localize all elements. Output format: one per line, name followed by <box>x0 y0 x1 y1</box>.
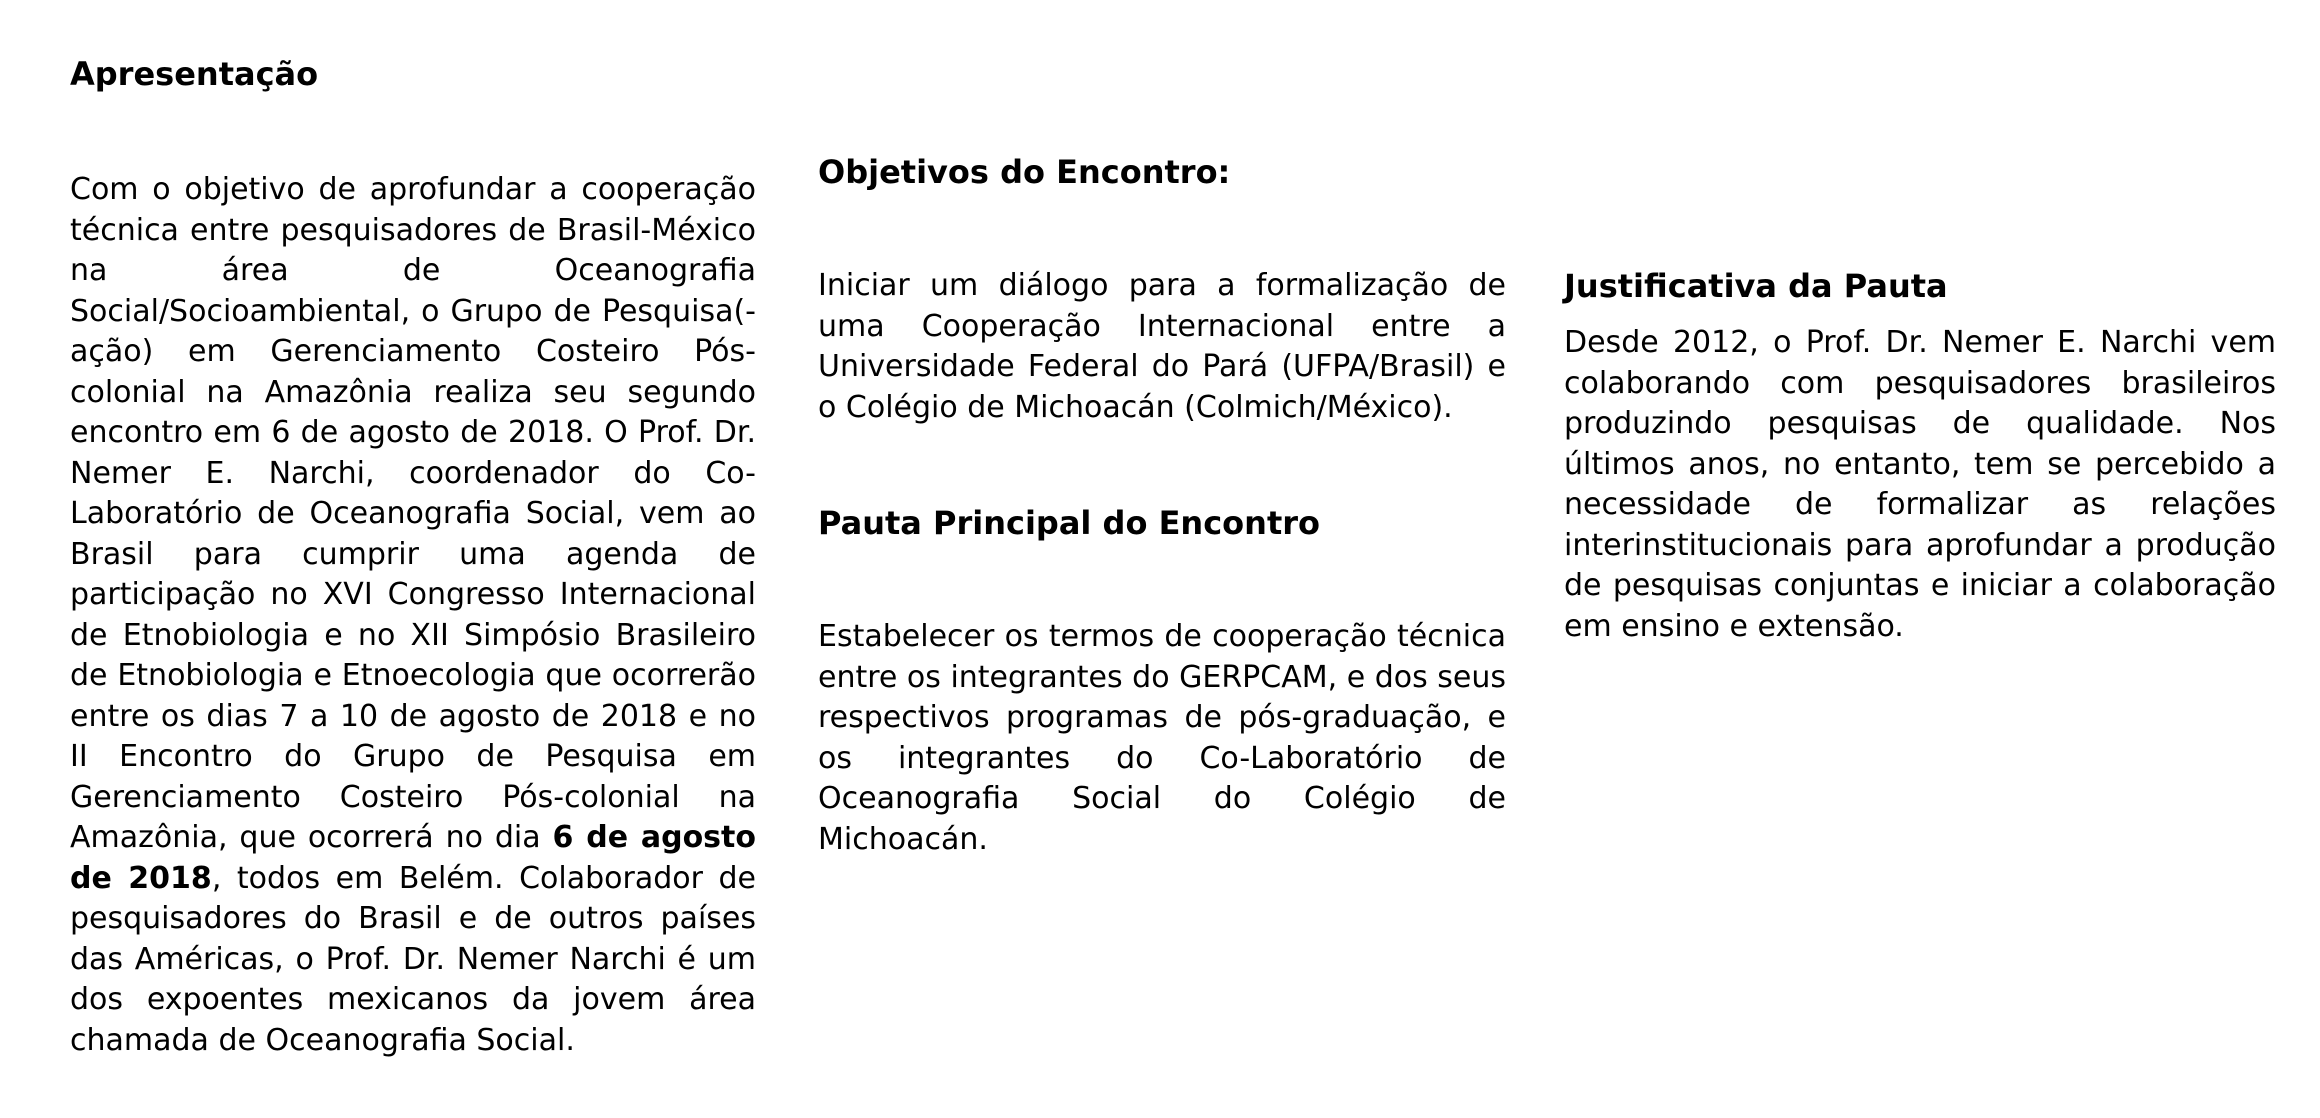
column-apresentacao <box>70 0 756 1118</box>
objetivos-heading: Objetivos do Encontro: <box>818 153 1231 191</box>
column-objetivos-pauta <box>818 0 1506 1118</box>
apresentacao-heading: Apresentação <box>70 55 319 93</box>
column-justificativa <box>1564 0 2276 1118</box>
pauta-heading: Pauta Principal do Encontro <box>818 504 1320 542</box>
apresentacao-bold-date: 6 de agosto de 2018 <box>70 820 756 896</box>
apresentacao-paragraph <box>70 170 756 1061</box>
apresentacao-text-start: Com o objetivo de aprofundar a cooperação técnica entre pesquisadores de Brasil-México na área de Oceanografia Social/Socioambiental, o Grupo de Pesquisa(-ação) em Gerenciamento Costeiro Pós-colonial na Amazônia realiza seu segundo encontro em 6 de agosto de 2018. O Prof. Dr. Nemer E. Narchi, coordenador do Co-Laboratório de Oceanografia Social, vem ao Brasil para cumprir uma agenda de participação no XVI Congresso Internacional de Etnobiologia e no XII Simpósio Brasileiro de Etnobiologia e Etnoecologia que ocorrerão entre os dias 7 a 10 de agosto de 2018 e no II Encontro do Grupo de Pesquisa em Gerenciamento Costeiro Pós-colonial na Amazônia, que ocorrerá no dia <box>70 172 756 855</box>
pauta-paragraph: Estabelecer os termos de cooperação técnica entre os integrantes do GERPCAM, e dos seus respectivos programas de pós-graduação, e os integrantes do Co-Laboratório de Oceanografia Social do Colégio de Michoacán. <box>818 619 1506 857</box>
justificativa-paragraph: Desde 2012, o Prof. Dr. Nemer E. Narchi vem colaborando com pesquisadores brasileiros produzindo pesquisas de qualidade. Nos últimos anos, no entanto, tem se percebido a necessidade de formalizar as relações interinstitucionais para aprofundar a produção de pesquisas conjuntas e iniciar a colaboração em ensino e extensão. <box>1564 325 2276 644</box>
objetivos-paragraph: Iniciar um diálogo para a formalização de uma Cooperação Internacional entre a Universidade Federal do Pará (UFPA/Brasil) e o Colégio de Michoacán (Colmich/México). <box>818 268 1506 425</box>
justificativa-heading: Justificativa da Pauta <box>1564 267 1948 305</box>
apresentacao-text-end: , todos em Belém. Colaborador de pesquisadores do Brasil e de outros países das Américas, o Prof. Dr. Nemer Narchi é um dos expoentes mexicanos da jovem área chamada de Oceanografia Social. <box>70 860 757 1058</box>
